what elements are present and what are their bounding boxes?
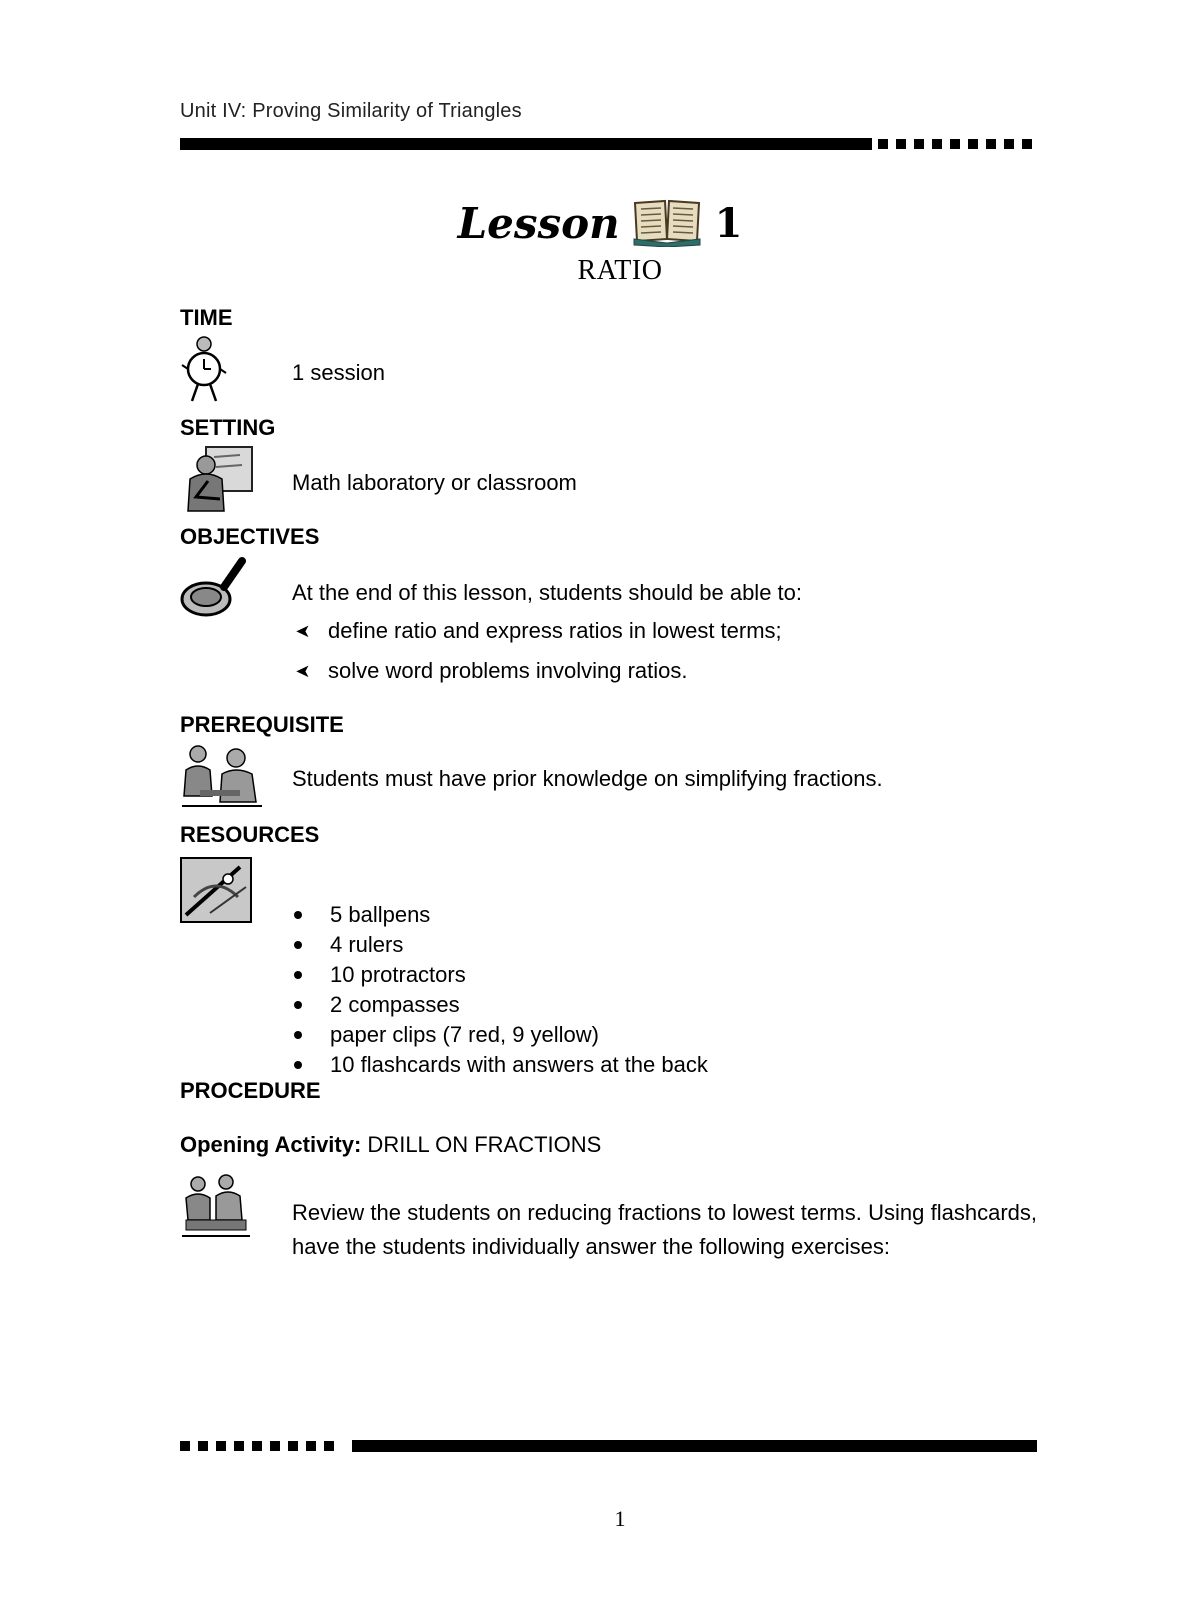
list-item — [292, 1020, 708, 1050]
footer-rule — [352, 1440, 1037, 1452]
objective-item-text: define ratio and express ratios in lowest terms; — [328, 618, 782, 643]
list-item-text: 10 flashcards with answers at the back — [330, 1052, 708, 1077]
pointer-arrow-icon: ➤ — [295, 620, 311, 641]
lesson-title: RATIO — [577, 255, 663, 286]
objectives-intro: At the end of this lesson, students should be able to: — [292, 580, 803, 605]
students-icon — [180, 740, 264, 815]
group-work-icon — [180, 1172, 252, 1245]
procedure-heading: PROCEDURE — [180, 1078, 321, 1103]
objectives-heading: OBJECTIVES — [180, 524, 320, 549]
clock-person-icon — [180, 335, 230, 410]
opening-activity-line — [180, 1132, 601, 1158]
footer-square-pattern — [180, 1441, 334, 1451]
time-heading: TIME — [180, 305, 233, 330]
objective-item-text: solve word problems involving ratios. — [328, 658, 688, 683]
time-text: 1 session — [292, 360, 385, 385]
opening-activity-title: DRILL ON FRACTIONS — [361, 1132, 602, 1157]
list-item — [292, 930, 708, 960]
list-item — [292, 900, 708, 930]
resources-list — [292, 900, 708, 1080]
prerequisite-heading: PREREQUISITE — [180, 712, 344, 737]
header-rule — [180, 138, 872, 150]
objective-item — [292, 658, 688, 684]
setting-heading: SETTING — [180, 415, 276, 440]
lesson-heading — [0, 195, 1200, 252]
book-icon — [632, 195, 702, 252]
setting-text: Math laboratory or classroom — [292, 470, 577, 495]
page-number: 1 — [614, 1506, 626, 1531]
list-item-text: 2 compasses — [330, 992, 460, 1017]
prerequisite-text: Students must have prior knowledge on simplifying fractions. — [292, 766, 883, 791]
list-item — [292, 960, 708, 990]
pointer-arrow-icon: ➤ — [295, 660, 311, 681]
magnifier-icon — [180, 557, 246, 626]
objective-item — [292, 618, 782, 644]
list-item — [292, 990, 708, 1020]
lesson-number: 1 — [714, 200, 743, 247]
opening-activity-text: Review the students on reducing fractions to lowest terms. Using flashcards, have the students individually answer the following exercises: — [292, 1200, 1037, 1259]
lesson-word: Lesson — [457, 199, 620, 248]
resources-heading: RESOURCES — [180, 822, 320, 847]
opening-activity-label: Opening Activity: — [180, 1132, 362, 1157]
teacher-icon — [180, 445, 256, 518]
list-item-text: paper clips (7 red, 9 yellow) — [330, 1022, 600, 1047]
unit-title: Unit IV: Proving Similarity of Triangles — [180, 100, 522, 122]
list-item-text: 10 protractors — [330, 962, 466, 987]
list-item — [292, 1050, 708, 1080]
list-item-text: 4 rulers — [330, 932, 404, 957]
tools-icon — [180, 857, 252, 928]
list-item-text: 5 ballpens — [330, 902, 431, 927]
header-square-pattern — [878, 139, 1032, 149]
